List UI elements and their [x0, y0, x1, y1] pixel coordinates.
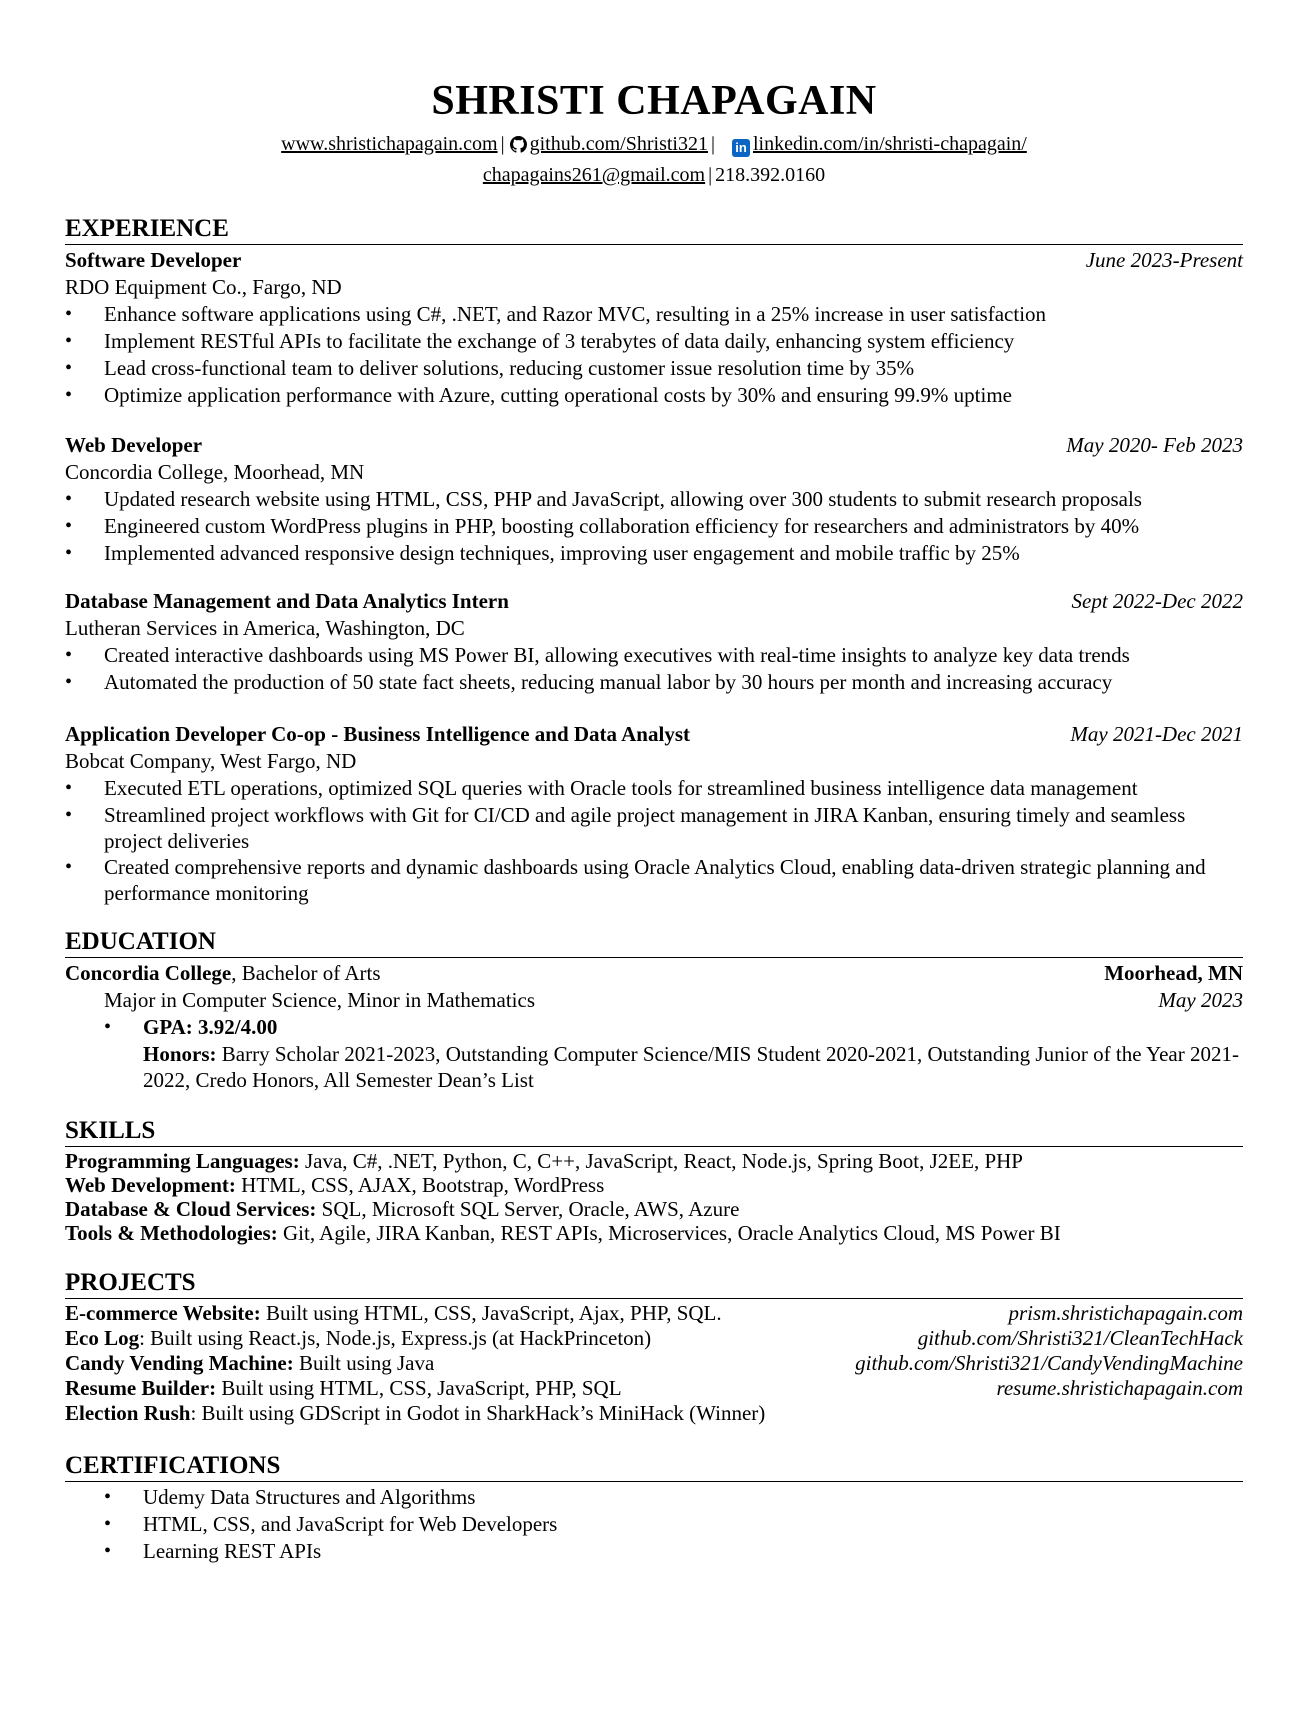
skill-label: Database & Cloud Services: — [65, 1197, 317, 1221]
job-role: Application Developer Co-op - Business Intelligence and Data Analyst — [65, 722, 690, 746]
skills-section — [65, 1117, 1243, 1245]
job-entry — [65, 721, 1243, 906]
contact-line-1 — [65, 130, 1243, 161]
project-name: E-commerce Website: — [65, 1301, 261, 1325]
section-title-education: EDUCATION — [65, 928, 1243, 958]
project-desc: : Built using GDScript in Godot in SharkHack’s MiniHack (Winner) — [190, 1401, 766, 1425]
job-role: Software Developer — [65, 248, 242, 272]
bullet-item: • Streamlined project workflows with Git for CI/CD and agile project management in JIRA Kanban, ensuring timely and seamless project deliveries — [65, 802, 1243, 854]
job-bullets — [65, 486, 1243, 567]
bullet-item: • Implemented advanced responsive design techniques, improving user engagement and mobile traffic by 25% — [65, 540, 1243, 567]
job-role: Database Management and Data Analytics Intern — [65, 589, 509, 613]
job-bullets — [65, 642, 1243, 696]
bullet-item: • Created comprehensive reports and dynamic dashboards using Oracle Analytics Cloud, enabling data-driven strategic planning and performance monitoring — [65, 854, 1243, 906]
project-desc: Built using HTML, CSS, JavaScript, Ajax, PHP, SQL. — [260, 1301, 722, 1325]
project-desc: : Built using React.js, Node.js, Express.js (at HackPrinceton) — [139, 1326, 652, 1350]
certification-item: • HTML, CSS, and JavaScript for Web Developers — [104, 1511, 1243, 1538]
job-entry — [65, 432, 1243, 567]
job-org: Bobcat Company, West Fargo, ND — [65, 749, 357, 773]
skill-label: Tools & Methodologies: — [65, 1221, 278, 1245]
skill-label: Web Development: — [65, 1173, 236, 1197]
job-org: Lutheran Services in America, Washington, DC — [65, 616, 465, 640]
linkedin-link[interactable]: linkedin.com/in/shristi-chapagain/ — [752, 133, 1027, 155]
separator: | — [708, 164, 713, 186]
certification-item: • Learning REST APIs — [104, 1538, 1243, 1565]
major-minor: Major in Computer Science, Minor in Mathematics — [104, 988, 535, 1012]
degree: , Bachelor of Arts — [231, 961, 381, 985]
project-row — [65, 1351, 1243, 1376]
honors-label: Honors: — [143, 1042, 217, 1066]
projects-section — [65, 1269, 1243, 1426]
job-bullets — [65, 775, 1243, 906]
project-name: Resume Builder: — [65, 1376, 217, 1400]
separator: | — [710, 133, 715, 155]
section-title-certifications: CERTIFICATIONS — [65, 1452, 1243, 1482]
honors-text: Barry Scholar 2021-2023, Outstanding Computer Science/MIS Student 2020-2021, Outstanding Junior of the Year 2021-2022, Credo Honors, All Semester Dean’s List — [143, 1042, 1239, 1092]
bullet-item: • Automated the production of 50 state fact sheets, reducing manual labor by 30 hours per month and increasing accuracy — [65, 669, 1243, 696]
project-row — [65, 1301, 1243, 1326]
gpa: • GPA: 3.92/4.00 — [143, 1015, 278, 1039]
education-section — [65, 928, 1243, 1093]
certification-list — [65, 1484, 1243, 1565]
candidate-name: SHRISTI CHAPAGAIN — [431, 78, 877, 124]
project-desc: Built using HTML, CSS, JavaScript, PHP, SQL — [216, 1376, 622, 1400]
project-link[interactable]: github.com/Shristi321/CandyVendingMachine — [855, 1351, 1243, 1375]
education-details — [65, 1014, 1243, 1093]
skill-value: Git, Agile, JIRA Kanban, REST APIs, Microservices, Oracle Analytics Cloud, MS Power BI — [277, 1221, 1061, 1245]
project-row — [65, 1326, 1243, 1351]
skill-row — [65, 1197, 1243, 1221]
skill-label: Programming Languages: — [65, 1149, 300, 1173]
bullet-item: • Optimize application performance with Azure, cutting operational costs by 30% and ensuring 99.9% uptime — [65, 382, 1243, 409]
bullet-item: • Engineered custom WordPress plugins in PHP, boosting collaboration efficiency for researchers and administrators by 40% — [65, 513, 1243, 540]
website-link[interactable]: www.shristichapagain.com — [281, 133, 498, 155]
bullet-item: • Updated research website using HTML, CSS, PHP and JavaScript, allowing over 300 students to submit research proposals — [65, 486, 1243, 513]
job-org: RDO Equipment Co., Fargo, ND — [65, 275, 342, 299]
section-title-experience: EXPERIENCE — [65, 215, 1243, 245]
graduation-date: May 2023 — [1158, 988, 1243, 1012]
honors — [143, 1041, 1243, 1093]
section-title-skills: SKILLS — [65, 1117, 1243, 1147]
project-name: Election Rush — [65, 1401, 191, 1425]
job-entry — [65, 588, 1243, 696]
email-link[interactable]: chapagains261@gmail.com — [482, 164, 706, 186]
project-desc: Built using Java — [293, 1351, 435, 1375]
bullet-item: • Implement RESTful APIs to facilitate the exchange of 3 terabytes of data daily, enhancing system efficiency — [65, 328, 1243, 355]
skill-value: HTML, CSS, AJAX, Bootstrap, WordPress — [235, 1173, 605, 1197]
bullet-item: • Enhance software applications using C#, .NET, and Razor MVC, resulting in a 25% increase in user satisfaction — [65, 301, 1243, 328]
job-dates: Sept 2022-Dec 2022 — [1071, 589, 1243, 613]
resume-header — [65, 78, 1243, 189]
project-name: Candy Vending Machine: — [65, 1351, 294, 1375]
phone-number: 218.392.0160 — [715, 164, 826, 186]
bullet-item: • Lead cross-functional team to deliver solutions, reducing customer issue resolution time by 35% — [65, 355, 1243, 382]
certifications-section — [65, 1452, 1243, 1565]
certification-item: • Udemy Data Structures and Algorithms — [104, 1484, 1243, 1511]
experience-section — [65, 215, 1243, 906]
github-link[interactable]: github.com/Shristi321 — [529, 133, 708, 155]
skill-row — [65, 1173, 1243, 1197]
school-location: Moorhead, MN — [1104, 961, 1243, 985]
bullet-item: • Created interactive dashboards using MS Power BI, allowing executives with real-time insights to analyze key data trends — [65, 642, 1243, 669]
gpa-item — [104, 1014, 1243, 1093]
job-dates: May 2020- Feb 2023 — [1066, 433, 1243, 457]
job-org: Concordia College, Moorhead, MN — [65, 460, 365, 484]
job-bullets — [65, 301, 1243, 409]
job-role: Web Developer — [65, 433, 203, 457]
project-row — [65, 1376, 1243, 1401]
job-dates: May 2021-Dec 2021 — [1070, 722, 1243, 746]
skill-row — [65, 1149, 1243, 1173]
job-entry — [65, 247, 1243, 409]
bullet-item: • Executed ETL operations, optimized SQL queries with Oracle tools for streamlined business intelligence data management — [65, 775, 1243, 802]
project-link[interactable]: github.com/Shristi321/CleanTechHack — [917, 1326, 1243, 1350]
job-dates: June 2023-Present — [1085, 248, 1243, 272]
skill-value: Java, C#, .NET, Python, C, C++, JavaScript, React, Node.js, Spring Boot, J2EE, PHP — [299, 1149, 1023, 1173]
contact-line-2 — [65, 161, 1243, 189]
github-icon — [510, 133, 527, 161]
project-name: Eco Log — [65, 1326, 140, 1350]
linkedin-icon: in — [732, 139, 750, 157]
separator: | — [500, 133, 505, 155]
section-title-projects: PROJECTS — [65, 1269, 1243, 1299]
school-name: Concordia College — [65, 961, 232, 985]
project-row — [65, 1401, 1243, 1426]
project-link[interactable]: prism.shristichapagain.com — [1008, 1301, 1243, 1325]
project-link[interactable]: resume.shristichapagain.com — [996, 1376, 1243, 1400]
skill-row — [65, 1221, 1243, 1245]
skill-value: SQL, Microsoft SQL Server, Oracle, AWS, Azure — [316, 1197, 740, 1221]
